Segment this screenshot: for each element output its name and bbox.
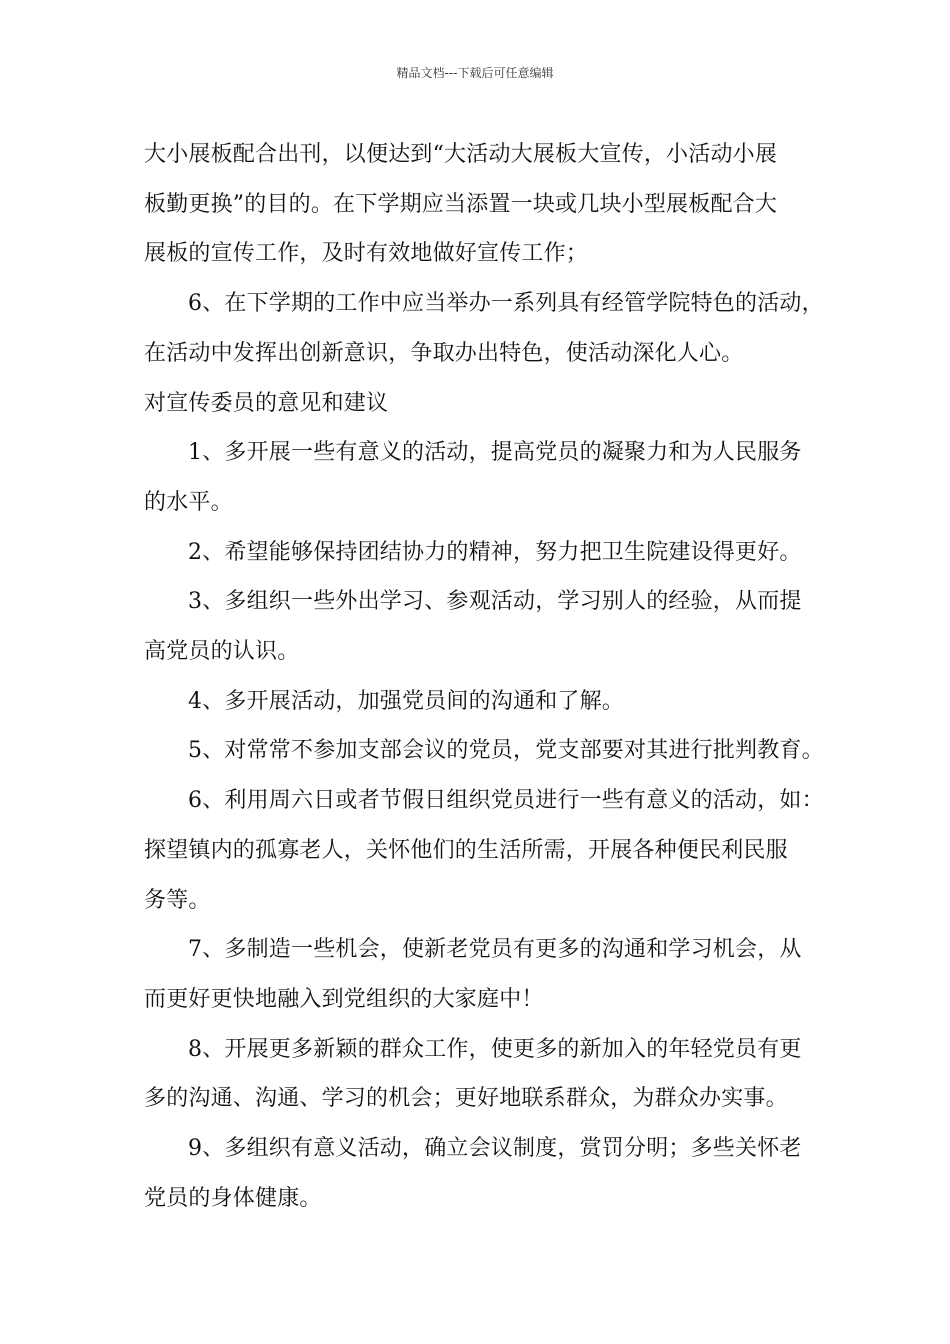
suggestion-item-3: 3、多组织一些外出学习、参观活动，学习别人的经验，从而提 高党员的认识。 xyxy=(144,589,802,665)
suggestion-item-7: 7、多制造一些机会，使新老党员有更多的沟通和学习机会，从 而更好更快地融入到党组织的大家庭中！ xyxy=(144,937,802,1012)
suggestion-item-5: 5、对常常不参加支部会议的党员，党支部要对其进行批判教育。 xyxy=(188,738,824,764)
suggestion-item-8: 8、开展更多新颖的群众工作，使更多的新加入的年轻党员有更 多的沟通、沟通、学习的机会；更好地联系群众，为群众办实事。 xyxy=(144,1036,802,1112)
document-body xyxy=(144,130,824,1223)
suggestion-item-1: 1、多开展一些有意义的活动，提高党员的凝聚力和为人民服务 的水平。 xyxy=(144,440,802,515)
section-heading: 对宣传委员的意见和建议 xyxy=(144,390,389,416)
paragraph-item-6: 6、在下学期的工作中应当举办一系列具有经管学院特色的活动， 在活动中发挥出创新意识，争取办出特色，使活动深化人心。 xyxy=(144,291,824,366)
page-header: 精品文档---下载后可任意编辑 xyxy=(396,66,554,80)
suggestion-item-6: 6、利用周六日或者节假日组织党员进行一些有意义的活动，如： 探望镇内的孤寡老人，关怀他们的生活所需，开展各种便民利民服 务等。 xyxy=(144,788,824,913)
paragraph-continuation: 大小展板配合出刊，以便达到“大活动大展板大宣传，小活动小展 板勤更换”的目的。在下学期应当添置一块或几块小型展板配合大 展板的宣传工作，及时有效地做好宣传工作； xyxy=(144,142,778,267)
suggestion-item-9: 9、多组织有意义活动，确立会议制度，赏罚分明；多些关怀老 党员的身体健康。 xyxy=(144,1136,802,1211)
suggestion-item-2: 2、希望能够保持团结协力的精神，努力把卫生院建设得更好。 xyxy=(188,539,802,565)
suggestion-item-4: 4、多开展活动，加强党员间的沟通和了解。 xyxy=(188,688,624,714)
